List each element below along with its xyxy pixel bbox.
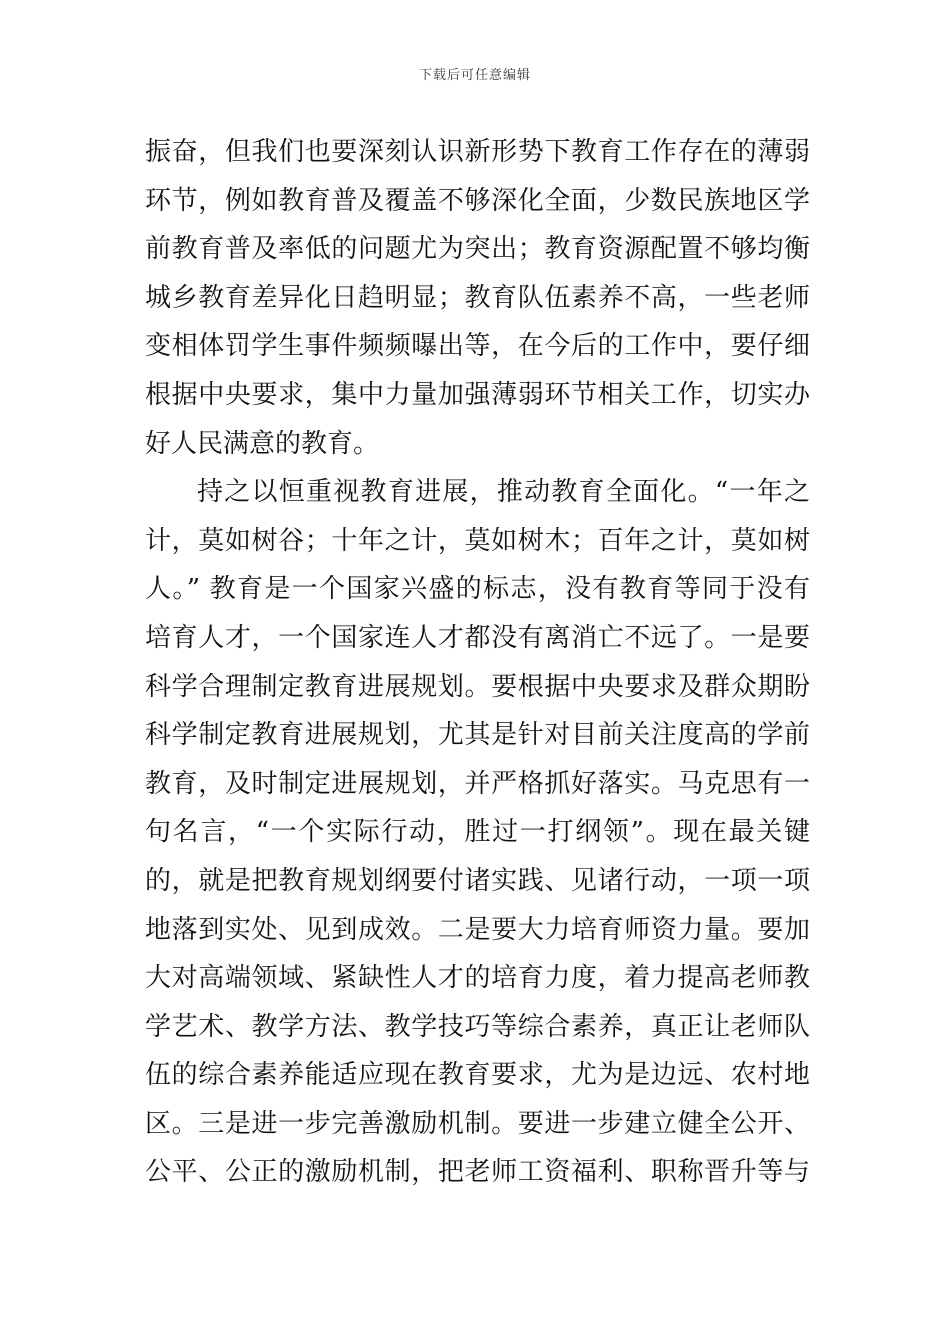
text-line: 城乡教育差异化日趋明显；教育队伍素养不高，一些老师 xyxy=(145,282,810,313)
text-line: 伍的综合素养能适应现在教育要求，尤为是边远、农村地 xyxy=(145,1060,810,1091)
text-line: 大对高端领域、紧缺性人才的培育力度，着力提高老师教 xyxy=(145,963,810,994)
text-line: 变相体罚学生事件频频曝出等，在今后的工作中，要仔细 xyxy=(145,331,810,362)
text-line: 前教育普及率低的问题尤为突出；教育资源配置不够均衡 xyxy=(145,234,810,265)
paragraph-first-line: 持之以恒重视教育进展，推动教育全面化。“一年之 xyxy=(197,477,810,508)
text-line: 环节，例如教育普及覆盖不够深化全面，少数民族地区学 xyxy=(145,185,810,216)
text-line: 培育人才，一个国家连人才都没有离消亡不远了。一是要 xyxy=(145,622,810,653)
text-line: 学艺术、教学方法、教学技巧等综合素养，真正让老师队 xyxy=(145,1011,810,1042)
text-line: 人。” 教育是一个国家兴盛的标志，没有教育等同于没有 xyxy=(145,574,810,605)
text-line: 科学合理制定教育进展规划。要根据中央要求及群众期盼 xyxy=(145,671,810,702)
text-line: 公平、公正的激励机制，把老师工资福利、职称晋升等与 xyxy=(145,1157,810,1188)
text-line: 振奋，但我们也要深刻认识新形势下教育工作存在的薄弱 xyxy=(145,137,810,167)
text-line: 区。三是进一步完善激励机制。要进一步建立健全公开、 xyxy=(145,1108,810,1139)
text-line: 计，莫如树谷；十年之计，莫如树木；百年之计，莫如树 xyxy=(145,525,810,556)
document-body xyxy=(145,128,810,1197)
text-line: 的，就是把教育规划纲要付诸实践、见诸行动，一项一项 xyxy=(145,865,810,896)
text-line: 地落到实处、见到成效。二是要大力培育师资力量。要加 xyxy=(145,914,810,945)
page-header: 下载后可任意编辑 xyxy=(418,68,531,83)
text-line: 科学制定教育进展规划，尤其是针对目前关注度高的学前 xyxy=(145,720,810,751)
text-line: 句名言，“一个实际行动，胜过一打纲领”。现在最关键 xyxy=(145,817,810,848)
text-line: 根据中央要求，集中力量加强薄弱环节相关工作，切实办 xyxy=(145,379,810,410)
text-line: 教育，及时制定进展规划，并严格抓好落实。马克思有一 xyxy=(145,768,810,799)
text-line: 好人民满意的教育。 xyxy=(145,428,380,459)
